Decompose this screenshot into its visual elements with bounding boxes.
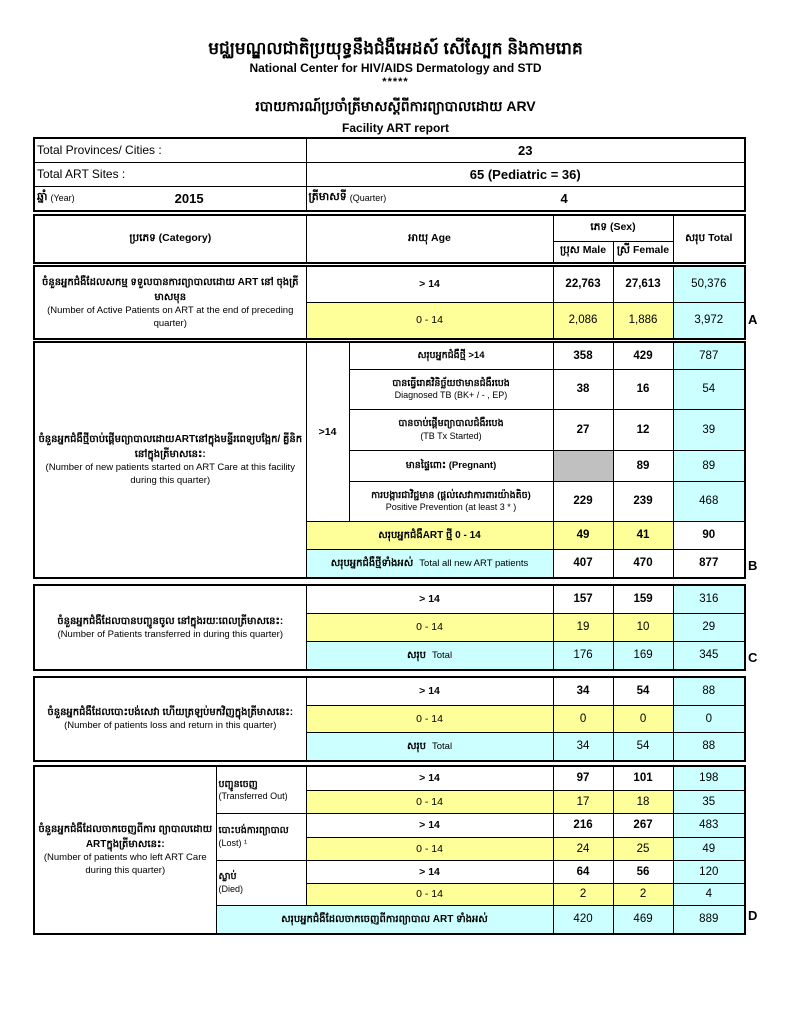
section-a-active-patients <box>33 265 746 340</box>
d-died-male-over14: 64 <box>553 860 613 883</box>
section-loss-and-return <box>33 676 746 762</box>
b-row-total-over14-label: សរុបអ្នកជំងឺថ្មី >14 <box>349 342 553 369</box>
column-header-table <box>33 214 746 264</box>
b-male-total-over14: 358 <box>553 342 613 369</box>
c-male-over14: 157 <box>553 585 613 613</box>
b-total-positive-prevention: 468 <box>673 481 745 521</box>
b-female-pregnant: 89 <box>613 450 673 481</box>
a-female-under14: 1,886 <box>613 302 673 339</box>
a-age-under14: 0 - 14 <box>306 302 553 339</box>
section-c-category: ចំនួនអ្នកជំងឺដែលបានបញ្ជូនចូល នៅក្នុងរយៈពេលត្រីមាសនេះ: (Number of Patients transferred in during this quarter) <box>34 585 306 670</box>
b-total-tb-diagnosed: 54 <box>673 369 745 409</box>
year-value: 2015 <box>174 190 204 206</box>
section-d-left-art-care <box>33 765 746 935</box>
total-art-sites-value: 65 (Pediatric = 36) <box>306 162 745 186</box>
d-lost-female-over14: 267 <box>613 813 673 837</box>
quarter-label-khmer: ត្រីមាសទី <box>308 191 347 204</box>
b-male-tb-started: 27 <box>553 409 613 450</box>
c-total-total: 345 <box>673 641 745 670</box>
r-male-total: 34 <box>553 732 613 761</box>
report-title-english: Facility ART report <box>342 121 449 136</box>
d-out-male-under14: 17 <box>553 790 613 813</box>
c-male-total: 176 <box>553 641 613 670</box>
header-age: អាយុ Age <box>306 215 553 263</box>
a-female-over14: 27,613 <box>613 266 673 302</box>
section-loss-return-category: ចំនួនអ្នកជំងឺដែលបោះបង់សេវា ហើយត្រឡប់មកវិញក្នុងត្រីមាសនេះ: (Number of patients loss and return in this quarter) <box>34 677 306 761</box>
d-total-grand-total: 889 <box>673 905 745 934</box>
c-total-under14: 29 <box>673 613 745 641</box>
d-died-age-under14: 0 - 14 <box>306 883 553 905</box>
b-male-positive-prevention: 229 <box>553 481 613 521</box>
section-a-category: ចំនួនអ្នកជំងឺដែលសកម្ម ទទួលបានការព្យាបាលដោយ ART នៅ ចុងត្រីមាសមុន (Number of Active Patients on ART at the end of preceding quarter) <box>34 266 306 339</box>
a-age-over14: > 14 <box>306 266 553 302</box>
d-died-age-over14: > 14 <box>306 860 553 883</box>
r-age-over14: > 14 <box>306 677 553 705</box>
r-male-over14: 34 <box>553 677 613 705</box>
b-female-positive-prevention: 239 <box>613 481 673 521</box>
d-died-male-under14: 2 <box>553 883 613 905</box>
r-female-total: 54 <box>613 732 673 761</box>
c-female-under14: 10 <box>613 613 673 641</box>
c-age-under14: 0 - 14 <box>306 613 553 641</box>
b-total-pregnant: 89 <box>673 450 745 481</box>
section-letter-b: B <box>748 558 758 573</box>
d-lost-age-under14: 0 - 14 <box>306 837 553 860</box>
header-female: ស្រី Female <box>613 241 673 263</box>
total-provinces-label: Total Provinces/ Cities : <box>34 138 306 162</box>
summary-table <box>33 137 746 212</box>
b-male-tb-diagnosed: 38 <box>553 369 613 409</box>
b-row-tb-started-label: បានចាប់ផ្តើមព្យាបាលជំងឺរបេង (TB Tx Started) <box>349 409 553 450</box>
year-cell <box>34 186 306 211</box>
stars-divider: ***** <box>382 76 409 89</box>
r-total-over14: 88 <box>673 677 745 705</box>
d-grand-total-label: សរុបអ្នកជំងឺដែលចាកចេញពីការព្យាបាល ART ទាំងអស់ <box>216 905 553 934</box>
total-art-sites-label: Total ART Sites : <box>34 162 306 186</box>
c-female-over14: 159 <box>613 585 673 613</box>
header-category: ប្រភេទ (Category) <box>34 215 306 263</box>
d-out-female-under14: 18 <box>613 790 673 813</box>
b-female-subtotal-under14: 41 <box>613 521 673 549</box>
c-male-under14: 19 <box>553 613 613 641</box>
d-group-transferred-out-label: បញ្ជូនចេញ (Transferred Out) <box>216 766 306 813</box>
c-total-over14: 316 <box>673 585 745 613</box>
quarter-cell <box>306 186 745 211</box>
d-out-age-over14: > 14 <box>306 766 553 790</box>
section-b-category: ចំនួនអ្នកជំងឺថ្មីចាប់ផ្តើមព្យាបាលដោយARTនៅក្នុងមន្ទីរពេទ្យបង្អែក/ គ្លីនិក នៅក្នុងត្រីមាសនេះ: (Number of new patients started on ART Care at this facility during this quarter) <box>34 342 306 578</box>
d-died-total-over14: 120 <box>673 860 745 883</box>
b-female-tb-diagnosed: 16 <box>613 369 673 409</box>
d-out-age-under14: 0 - 14 <box>306 790 553 813</box>
b-row-positive-prevention-label: ការបង្ការជាវិជ្ជមាន (ផ្តល់សេវាការពារយ៉ាងតិច) Positive Prevention (at least 3 * ) <box>349 481 553 521</box>
section-b-new-patients <box>33 341 746 579</box>
c-total-row-label: សរុប Total <box>306 641 553 670</box>
quarter-value: 4 <box>560 190 568 206</box>
year-label-english: (Year) <box>50 193 75 204</box>
d-lost-female-under14: 25 <box>613 837 673 860</box>
d-male-grand-total: 420 <box>553 905 613 934</box>
d-died-female-over14: 56 <box>613 860 673 883</box>
center-name-khmer: មជ្ឈមណ្ឌលជាតិប្រយុទ្ធនឹងជំងឺអេដស៍ សើស្បែក និងកាមរោគ <box>208 39 583 58</box>
header-male: ប្រុស Male <box>553 241 613 263</box>
section-letter-c: C <box>748 650 758 665</box>
year-label-khmer: ឆ្នាំ <box>37 191 48 204</box>
b-subtotal-under14-label: សរុបអ្នកជំងឺART ថ្មី 0 - 14 <box>306 521 553 549</box>
b-row-tb-diagnosed-label: បានធ្វើរោគវិនិច្ឆ័យថាមានជំងឺរបេង Diagnosed TB (BK+ / - , EP) <box>349 369 553 409</box>
a-total-under14: 3,972 <box>673 302 745 339</box>
d-lost-male-over14: 216 <box>553 813 613 837</box>
b-total-total-over14: 787 <box>673 342 745 369</box>
b-row-pregnant-label: មានផ្ទៃពោះ (Pregnant) <box>349 450 553 481</box>
d-lost-total-over14: 483 <box>673 813 745 837</box>
r-male-under14: 0 <box>553 705 613 732</box>
d-out-total-under14: 35 <box>673 790 745 813</box>
section-d-category: ចំនួនអ្នកជំងឺដែលចាកចេញពីការ ព្យាបាលដោយ ARTក្នុងត្រីមាសនេះ: (Number of patients who left ART Care during this quarter) <box>34 766 216 934</box>
total-provinces-value: 23 <box>306 138 745 162</box>
a-male-under14: 2,086 <box>553 302 613 339</box>
r-total-under14: 0 <box>673 705 745 732</box>
document-header <box>0 38 791 135</box>
r-female-under14: 0 <box>613 705 673 732</box>
b-grand-total-label: សរុបអ្នកជំងឺថ្មីទាំងអស់ Total all new ART patients <box>306 549 553 578</box>
section-letter-a: A <box>748 312 758 327</box>
b-total-grand-total: 877 <box>673 549 745 578</box>
d-died-total-under14: 4 <box>673 883 745 905</box>
r-total-row-label: សរុប Total <box>306 732 553 761</box>
report-title-khmer: របាយការណ៍ប្រចាំត្រីមាសស្តីពីការព្យាបាលដោយ ARV <box>255 98 536 115</box>
d-lost-age-over14: > 14 <box>306 813 553 837</box>
b-total-subtotal-under14: 90 <box>673 521 745 549</box>
b-female-total-over14: 429 <box>613 342 673 369</box>
header-total: សរុប Total <box>673 215 745 263</box>
b-male-grand-total: 407 <box>553 549 613 578</box>
d-lost-male-under14: 24 <box>553 837 613 860</box>
d-lost-total-under14: 49 <box>673 837 745 860</box>
r-total-total: 88 <box>673 732 745 761</box>
center-name-english: National Center for HIV/AIDS Dermatology and STD <box>249 61 542 76</box>
b-age-group: >14 <box>306 342 349 521</box>
b-female-tb-started: 12 <box>613 409 673 450</box>
d-group-died-label: ស្លាប់ (Died) <box>216 860 306 905</box>
section-letter-d: D <box>748 908 758 923</box>
d-group-lost-label: បោះបង់ការព្យាបាល (Lost) ¹ <box>216 813 306 860</box>
d-female-grand-total: 469 <box>613 905 673 934</box>
d-out-total-over14: 198 <box>673 766 745 790</box>
d-out-male-over14: 97 <box>553 766 613 790</box>
b-female-grand-total: 470 <box>613 549 673 578</box>
quarter-label-english: (Quarter) <box>349 193 387 204</box>
c-age-over14: > 14 <box>306 585 553 613</box>
header-sex: ភេទ (Sex) <box>553 215 673 241</box>
b-male-subtotal-under14: 49 <box>553 521 613 549</box>
d-out-female-over14: 101 <box>613 766 673 790</box>
b-male-pregnant-na <box>553 450 613 481</box>
d-died-female-under14: 2 <box>613 883 673 905</box>
r-age-under14: 0 - 14 <box>306 705 553 732</box>
b-total-tb-started: 39 <box>673 409 745 450</box>
r-female-over14: 54 <box>613 677 673 705</box>
c-female-total: 169 <box>613 641 673 670</box>
section-c-transferred-in <box>33 584 746 671</box>
a-total-over14: 50,376 <box>673 266 745 302</box>
a-male-over14: 22,763 <box>553 266 613 302</box>
